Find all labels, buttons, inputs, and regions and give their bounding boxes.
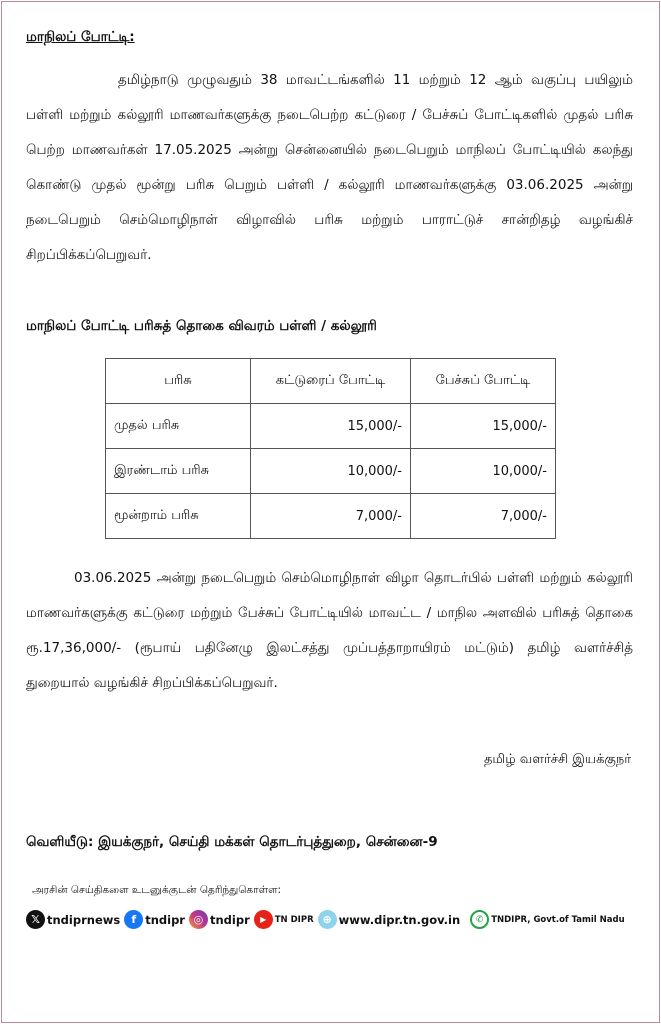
table-header-row — [106, 359, 556, 404]
social-whatsapp[interactable] — [470, 910, 624, 929]
section-title: மாநிலப் போட்டி: — [26, 29, 135, 45]
header-prize: பரிசு — [106, 359, 251, 404]
social-label: tndipr — [145, 912, 185, 927]
essay-amount: 7,000/- — [251, 494, 411, 539]
prize-name: முதல் பரிசு — [106, 404, 251, 449]
speech-amount: 10,000/- — [411, 449, 556, 494]
social-facebook[interactable] — [124, 910, 185, 929]
instagram-icon: ◎ — [189, 910, 208, 929]
follow-text: அரசின் செய்திகளை உடனுக்குடன் தெரிந்துகொள்ள: — [32, 884, 282, 896]
social-label: TNDIPR, Govt.of Tamil Nadu — [491, 914, 625, 925]
table-row — [106, 494, 556, 539]
prize-table — [105, 358, 556, 539]
essay-amount: 15,000/- — [251, 404, 411, 449]
social-youtube[interactable] — [254, 910, 314, 929]
paragraph-state-competition — [26, 63, 633, 273]
social-label: tndipr — [209, 912, 250, 927]
header-speech: பேச்சுப் போட்டி — [411, 359, 556, 404]
social-instagram[interactable] — [189, 910, 250, 929]
paragraph-text: தமிழ்நாடு முழுவதும் 38 மாவட்டங்களில் 11 மற்றும் 12 ஆம் வகுப்பு பயிலும் பள்ளி மற்றும் கல்லூரி மாணவர்களுக்கு நடைபெற்ற கட்டுரை / பேச்சுப் போட்டிகளில் முதல் பரிசு பெற்ற மாணவர்கள் 17.05.2025 அன்று சென்னையில் நடைபெறும் மாநிலப் போட்டியில் கலந்து கொண்டு முதல் மூன்று பரிசு பெறும் பள்ளி / கல்லூரி மாணவர்களுக்கு 03.06.2025 அன்று நடைபெறும் செம்மொழிநாள் விழாவில் பரிசு மற்றும் பாராட்டுச் சான்றிதழ் வழங்கிச் சிறப்பிக்கப்பெறுவர். — [26, 72, 633, 263]
speech-amount: 7,000/- — [411, 494, 556, 539]
social-x[interactable] — [26, 910, 120, 929]
whatsapp-icon: ✆ — [470, 910, 489, 929]
social-label: www.dipr.tn.gov.in — [338, 912, 461, 927]
header-essay: கட்டுரைப் போட்டி — [251, 359, 411, 404]
release-line: வெளியீடு: இயக்குநர், செய்தி மக்கள் தொடர்புத்துறை, சென்னை-9 — [26, 834, 438, 850]
paragraph-text: 03.06.2025 அன்று நடைபெறும் செம்மொழிநாள் விழா தொடர்பில் பள்ளி மற்றும் கல்லூரி மாணவர்களுக்கு கட்டுரை மற்றும் பேச்சுப் போட்டியில் மாவட்ட / மாநில அளவில் பரிசுத் தொகை ரூ.17,36,000/- (ரூபாய் பதினேழு இலட்சத்து முப்பத்தாறாயிரம் மட்டும்) தமிழ் வளர்ச்சித் துறையால் வழங்கிச் சிறப்பிக்கப்பெறுவர். — [26, 570, 633, 691]
social-website[interactable] — [318, 910, 461, 929]
essay-amount: 10,000/- — [251, 449, 411, 494]
social-links — [26, 910, 629, 929]
prize-name: மூன்றாம் பரிசு — [106, 494, 251, 539]
globe-icon: ⊕ — [318, 910, 337, 929]
facebook-icon: f — [124, 910, 143, 929]
table-row — [106, 449, 556, 494]
social-label: TN DIPR — [274, 914, 314, 925]
youtube-icon: ▶ — [254, 910, 273, 929]
prize-name: இரண்டாம் பரிசு — [106, 449, 251, 494]
speech-amount: 15,000/- — [411, 404, 556, 449]
table-row — [106, 404, 556, 449]
x-icon: 𝕏 — [26, 910, 45, 929]
signature: தமிழ் வளர்ச்சி இயக்குநர் — [483, 752, 631, 767]
paragraph-prize-amount — [26, 561, 633, 701]
table-heading: மாநிலப் போட்டி பரிசுத் தொகை விவரம் பள்ளி / கல்லூரி — [26, 318, 377, 334]
social-label: tndiprnews — [47, 912, 121, 927]
